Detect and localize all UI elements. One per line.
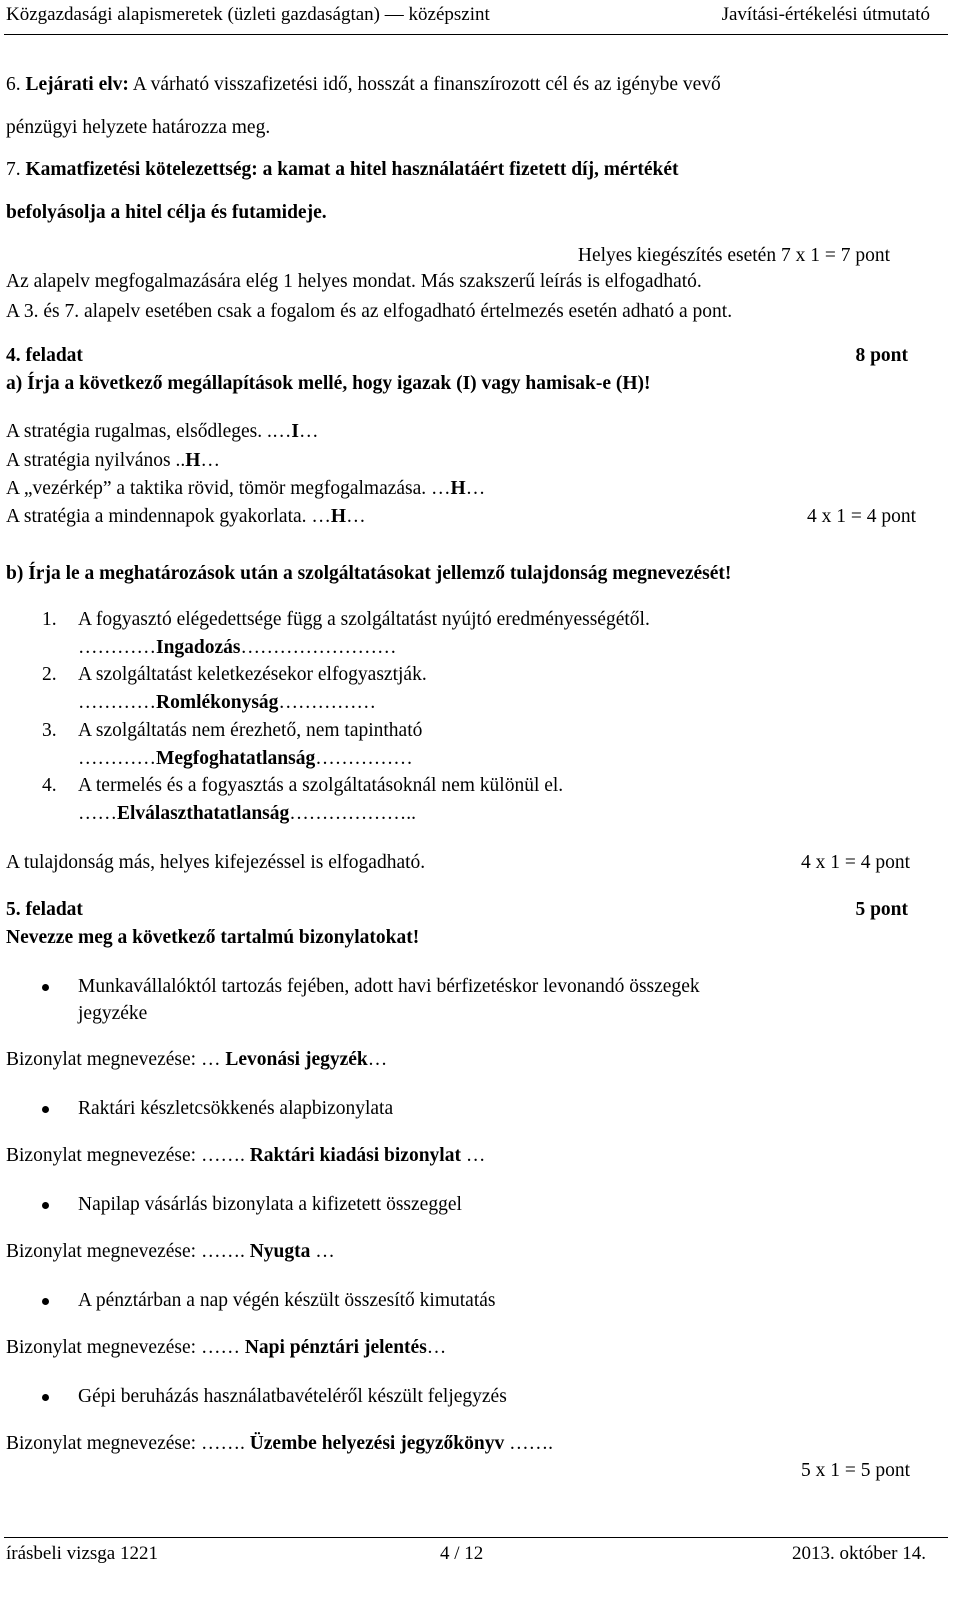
- definition-1-text: A fogyasztó elégedettsége függ a szolgáltatást nyújtó eredményességétől.: [78, 609, 650, 630]
- section-6-line1: 6. Lejárati elv: A várható visszafizetési idő, hosszát a finanszírozott cél és az igénybe vevő: [6, 74, 721, 95]
- section-7-line2: befolyásolja a hitel célja és futamideje.: [6, 202, 327, 223]
- definition-4-num: 4.: [42, 775, 57, 796]
- section-6-term: Lejárati elv:: [25, 74, 129, 95]
- definition-1-num: 1.: [42, 609, 57, 630]
- task-4a-prompt: a) Írja a következő megállapítások mellé, hogy igazak (I) vagy hamisak-e (H)!: [6, 373, 651, 394]
- statement-2: A stratégia nyilvános ..H…: [6, 450, 220, 471]
- item-1-desc1: Munkavállalóktól tartozás fejében, adott havi bérfizetéskor levonandó összegek: [78, 976, 700, 997]
- item-3-desc: Napilap vásárlás bizonylata a kifizetett összeggel: [78, 1194, 462, 1215]
- header-subtitle: Javítási-értékelési útmutató: [721, 4, 930, 25]
- statement-3: A „vezérkép” a taktika rövid, tömör megfogalmazása. …H…: [6, 478, 486, 499]
- definition-1-answer: …………Ingadozás……………………: [78, 637, 397, 658]
- footer-page-number: 4 / 12: [440, 1543, 484, 1564]
- definition-2-num: 2.: [42, 664, 57, 685]
- footer-exam-code: írásbeli vizsga 1221: [6, 1543, 158, 1564]
- bullet-icon: [42, 1106, 49, 1113]
- item-2-answer-line: Bizonylat megnevezése: ……. Raktári kiadási bizonylat …: [6, 1145, 486, 1166]
- item-5-answer-line: Bizonylat megnevezése: ……. Üzembe helyezési jegyzőkönyv …….: [6, 1433, 553, 1454]
- item-4-desc: A pénztárban a nap végén készült összesítő kimutatás: [78, 1290, 496, 1311]
- definition-2-answer: …………Romlékonyság……………: [78, 692, 376, 713]
- scoring-line1: Helyes kiegészítés esetén 7 x 1 = 7 pont: [577, 245, 890, 266]
- footer-date: 2013. október 14.: [791, 1543, 926, 1564]
- item-1-answer-line: Bizonylat megnevezése: … Levonási jegyzék…: [6, 1049, 388, 1070]
- definition-4-answer: ……Elválaszthatatlanság………………..: [78, 803, 417, 824]
- section-7-line1: 7. Kamatfizetési kötelezettség: a kamat a hitel használatáért fizetett díj, mértékét: [6, 159, 679, 180]
- item-1-desc2: jegyzéke: [78, 1003, 148, 1024]
- definition-4-text: A termelés és a fogyasztás a szolgáltatásoknál nem különül el.: [78, 775, 564, 796]
- task-4-title: 4. feladat: [6, 345, 83, 366]
- scoring-line2: Az alapelv megfogalmazására elég 1 helyes mondat. Más szakszerű leírás is elfogadható.: [6, 271, 702, 292]
- section-6-line2: pénzügyi helyzete határozza meg.: [6, 117, 271, 138]
- task-4b-prompt: b) Írja le a meghatározások után a szolgáltatásokat jellemző tulajdonság megnevezését!: [6, 563, 732, 584]
- scoring-line3: A 3. és 7. alapelv esetében csak a fogalom és az elfogadható értelmezés esetén adható a pont.: [6, 301, 733, 322]
- bullet-icon: [42, 1298, 49, 1305]
- definition-3-text: A szolgáltatás nem érezhető, nem tapintható: [78, 720, 423, 741]
- item-5-desc: Gépi beruházás használatbavételéről készült feljegyzés: [78, 1386, 507, 1407]
- item-3-answer-line: Bizonylat megnevezése: ……. Nyugta …: [6, 1241, 335, 1262]
- header-rule: [4, 34, 948, 35]
- task-5-total-points: 5 x 1 = 5 pont: [800, 1460, 910, 1481]
- task-5-title: 5. feladat: [6, 899, 83, 920]
- task-4-points: 8 pont: [855, 345, 908, 366]
- bullet-icon: [42, 1202, 49, 1209]
- task-5-points: 5 pont: [855, 899, 908, 920]
- task-4b-note: A tulajdonság más, helyes kifejezéssel is elfogadható.: [6, 852, 426, 873]
- definition-3-num: 3.: [42, 720, 57, 741]
- task-5-prompt: Nevezze meg a következő tartalmú bizonylatokat!: [6, 927, 420, 948]
- task-4b-points: 4 x 1 = 4 pont: [800, 852, 910, 873]
- bullet-icon: [42, 984, 49, 991]
- footer-rule: [4, 1537, 948, 1538]
- header-title: Közgazdasági alapismeretek (üzleti gazdaságtan) — középszint: [6, 4, 490, 25]
- definition-2-text: A szolgáltatást keletkezésekor elfogyasztják.: [78, 664, 427, 685]
- item-4-answer-line: Bizonylat megnevezése: …… Napi pénztári jelentés…: [6, 1337, 447, 1358]
- definition-3-answer: …………Megfoghatatlanság……………: [78, 748, 413, 769]
- item-2-desc: Raktári készletcsökkenés alapbizonylata: [78, 1098, 394, 1119]
- statement-4: A stratégia a mindennapok gyakorlata. …H…: [6, 506, 366, 527]
- statement-1: A stratégia rugalmas, elsődleges. .…I…: [6, 421, 319, 442]
- bullet-icon: [42, 1394, 49, 1401]
- task-4a-points: 4 x 1 = 4 pont: [806, 506, 916, 527]
